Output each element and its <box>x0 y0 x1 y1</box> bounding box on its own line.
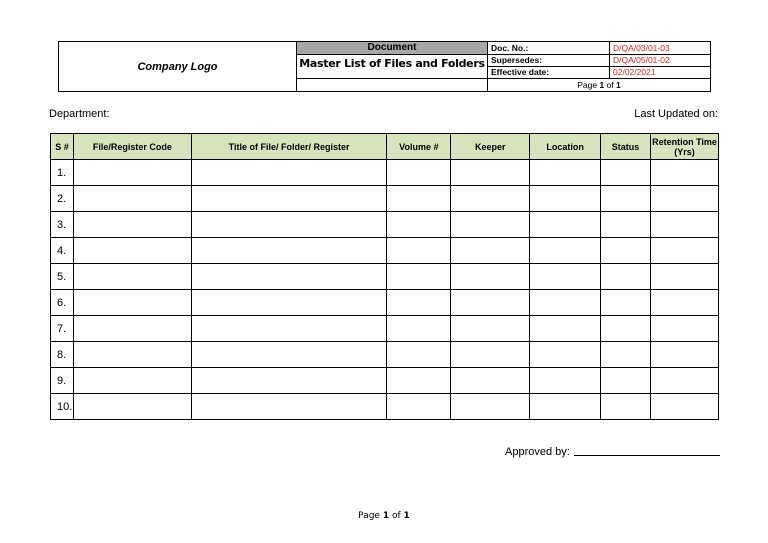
doc-title-blank-cell <box>297 79 488 92</box>
page-footer <box>0 511 768 521</box>
table-cell[interactable] <box>191 264 387 290</box>
row-number: 10. <box>51 394 74 420</box>
footer-page-current: 1 <box>382 511 390 521</box>
table-row <box>51 316 719 342</box>
table-cell[interactable] <box>387 368 451 394</box>
document-heading: Document <box>297 42 488 55</box>
table-cell[interactable] <box>651 186 719 212</box>
table-cell[interactable] <box>530 186 601 212</box>
table-row <box>51 394 719 420</box>
table-cell[interactable] <box>651 316 719 342</box>
table-cell[interactable] <box>387 238 451 264</box>
table-cell[interactable] <box>451 368 530 394</box>
header-page-number <box>488 79 711 92</box>
column-header: Volume # <box>387 134 451 160</box>
table-row <box>51 290 719 316</box>
table-cell[interactable] <box>651 342 719 368</box>
table-cell[interactable] <box>530 264 601 290</box>
table-cell[interactable] <box>530 368 601 394</box>
table-row <box>51 342 719 368</box>
header-page-prefix: Page <box>577 80 598 90</box>
table-cell[interactable] <box>387 316 451 342</box>
table-cell[interactable] <box>601 264 651 290</box>
table-cell[interactable] <box>651 290 719 316</box>
table-cell[interactable] <box>451 160 530 186</box>
table-cell[interactable] <box>73 238 191 264</box>
row-number: 6. <box>51 290 74 316</box>
table-cell[interactable] <box>73 160 191 186</box>
signature-line[interactable] <box>574 455 720 456</box>
column-header: Title of File/ Folder/ Register <box>191 134 387 160</box>
document-header <box>58 41 711 92</box>
table-cell[interactable] <box>191 186 387 212</box>
table-cell[interactable] <box>73 342 191 368</box>
table-cell[interactable] <box>530 160 601 186</box>
table-cell[interactable] <box>191 368 387 394</box>
row-number: 5. <box>51 264 74 290</box>
column-header: Retention Time (Yrs) <box>651 134 719 160</box>
effective-date-value: 02/02/2021 <box>610 67 711 79</box>
table-cell[interactable] <box>191 342 387 368</box>
table-cell[interactable] <box>530 212 601 238</box>
table-cell[interactable] <box>387 394 451 420</box>
table-cell[interactable] <box>651 160 719 186</box>
department-label: Department: <box>49 108 110 120</box>
table-cell[interactable] <box>530 238 601 264</box>
footer-page-prefix: Page <box>358 511 380 521</box>
table-row <box>51 160 719 186</box>
table-cell[interactable] <box>601 394 651 420</box>
column-header: Location <box>530 134 601 160</box>
table-row <box>51 212 719 238</box>
doc-no-value: D/QA/03/01-03 <box>610 42 711 55</box>
table-cell[interactable] <box>451 316 530 342</box>
row-number: 8. <box>51 342 74 368</box>
table-cell[interactable] <box>73 264 191 290</box>
approved-by-label: Approved by: <box>505 446 570 458</box>
table-cell[interactable] <box>73 394 191 420</box>
table-cell[interactable] <box>451 264 530 290</box>
table-cell[interactable] <box>191 394 387 420</box>
table-cell[interactable] <box>451 342 530 368</box>
column-header: S # <box>51 134 74 160</box>
table-cell[interactable] <box>451 238 530 264</box>
table-cell[interactable] <box>387 264 451 290</box>
table-cell[interactable] <box>530 342 601 368</box>
table-cell[interactable] <box>601 342 651 368</box>
row-number: 9. <box>51 368 74 394</box>
table-cell[interactable] <box>191 160 387 186</box>
table-cell[interactable] <box>191 316 387 342</box>
row-number: 7. <box>51 316 74 342</box>
row-number: 1. <box>51 160 74 186</box>
table-cell[interactable] <box>387 160 451 186</box>
table-cell[interactable] <box>191 290 387 316</box>
table-cell[interactable] <box>601 160 651 186</box>
column-header: Keeper <box>451 134 530 160</box>
row-number: 3. <box>51 212 74 238</box>
table-cell[interactable] <box>601 186 651 212</box>
table-cell[interactable] <box>601 316 651 342</box>
table-cell[interactable] <box>651 264 719 290</box>
table-cell[interactable] <box>651 212 719 238</box>
footer-page-of: of <box>391 511 401 521</box>
table-cell[interactable] <box>191 212 387 238</box>
table-cell[interactable] <box>530 290 601 316</box>
table-cell[interactable] <box>191 238 387 264</box>
header-page-of: of <box>606 80 614 90</box>
table-cell[interactable] <box>387 186 451 212</box>
table-cell[interactable] <box>451 290 530 316</box>
table-cell[interactable] <box>530 394 601 420</box>
table-cell[interactable] <box>651 238 719 264</box>
table-cell[interactable] <box>451 394 530 420</box>
header-page-total: 1 <box>616 80 621 90</box>
table-cell[interactable] <box>651 394 719 420</box>
column-header: Status <box>601 134 651 160</box>
doc-no-label: Doc. No.: <box>488 42 610 55</box>
table-cell[interactable] <box>73 212 191 238</box>
table-row <box>51 186 719 212</box>
last-updated-label: Last Updated on: <box>634 108 718 120</box>
table-cell[interactable] <box>651 368 719 394</box>
table-cell[interactable] <box>73 368 191 394</box>
effective-date-label: Effective date: <box>488 67 610 79</box>
table-cell[interactable] <box>73 186 191 212</box>
table-cell[interactable] <box>387 342 451 368</box>
table-cell[interactable] <box>73 290 191 316</box>
table-cell[interactable] <box>451 186 530 212</box>
row-number: 2. <box>51 186 74 212</box>
table-cell[interactable] <box>387 290 451 316</box>
table-cell[interactable] <box>451 212 530 238</box>
files-table <box>50 133 719 420</box>
row-number: 4. <box>51 238 74 264</box>
table-cell[interactable] <box>530 316 601 342</box>
footer-page-total: 1 <box>403 511 410 521</box>
table-cell[interactable] <box>601 368 651 394</box>
table-row <box>51 238 719 264</box>
document-title: Master List of Files and Folders <box>297 55 488 79</box>
company-logo: Company Logo <box>59 42 297 92</box>
approved-by <box>505 446 720 458</box>
table-cell[interactable] <box>601 238 651 264</box>
supersedes-label: Supersedes: <box>488 55 610 67</box>
table-cell[interactable] <box>387 212 451 238</box>
supersedes-value: D/QA/05/01-02 <box>610 55 711 67</box>
table-cell[interactable] <box>73 316 191 342</box>
table-row <box>51 368 719 394</box>
table-cell[interactable] <box>601 290 651 316</box>
table-row <box>51 264 719 290</box>
table-header-row <box>51 134 719 160</box>
column-header: File/Register Code <box>73 134 191 160</box>
header-page-current: 1 <box>599 80 605 90</box>
table-cell[interactable] <box>601 212 651 238</box>
